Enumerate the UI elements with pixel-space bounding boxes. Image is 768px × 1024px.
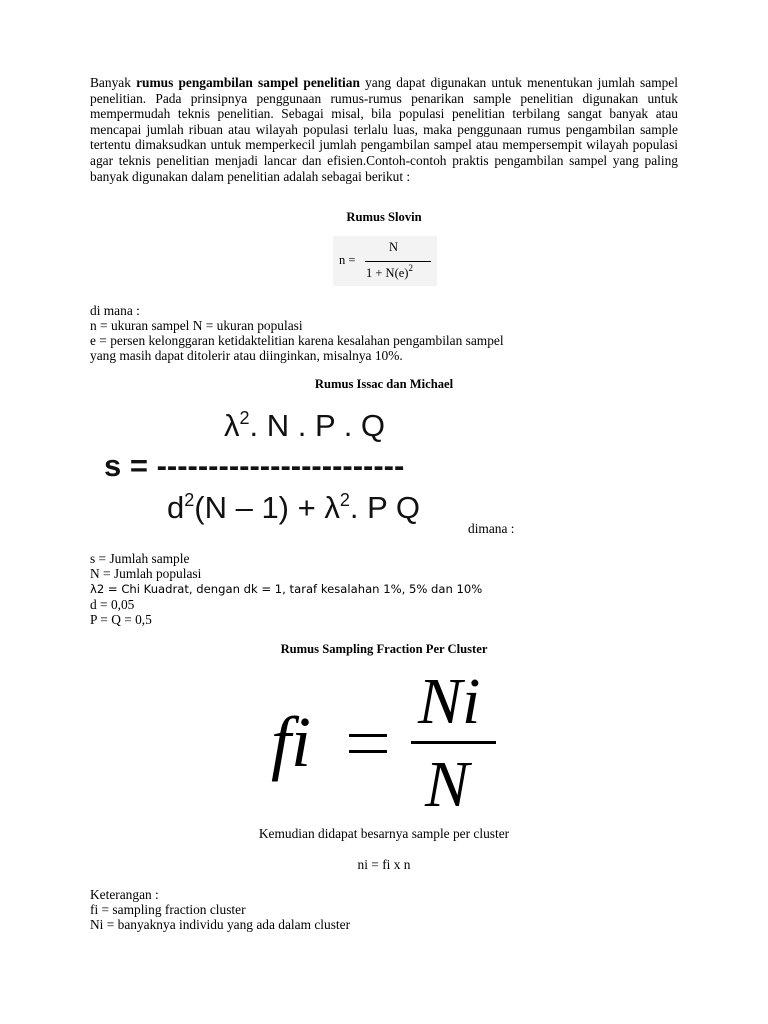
issac-def-2: λ2 = Chi Kuadrat, dengan dk = 1, taraf kesalahan 1%, 5% dan 10% <box>90 582 483 596</box>
slovin-formula <box>333 236 437 286</box>
issac-numerator <box>224 408 385 444</box>
issac-def-1: N = Jumlah populasi <box>90 566 202 581</box>
intro-lead: Banyak <box>90 75 137 90</box>
intro-rest: yang dapat digunakan untuk menentukan jumlah sampel penelitian. Pada prinsipnya penggunaan rumus-rumus penarikan sample penelitian digunakan untuk mempermudah teknis penelitian. Sebagai misal, bila populasi penelitian terbilang sangat banyak atau mencapai jumlah ribuan atau wilayah populasi terlalu luas, maka penggunaan rumus pengambilan sample tertentu dimaksudkan untuk memperkecil jumlah pengambilan sampel atau mempersempit wilayah populasi agar teknis penelitian menjadi lancar dan efisien.Contoh-contoh praktis pengambilan sampel yang paling banyak digunakan dalam penelitian adalah sebagai berikut : <box>90 75 678 184</box>
issac-dimana: dimana : <box>468 521 515 536</box>
sampling-def-1: fi = sampling fraction cluster <box>90 902 246 917</box>
heading-sampling-fraction: Rumus Sampling Fraction Per Cluster <box>280 642 488 656</box>
slovin-fraction-bar <box>365 261 431 262</box>
slovin-denominator: 1 + N(e) <box>366 266 409 280</box>
slovin-def-2: e = persen kelonggaran ketidaktelitian karena kesalahan pengambilan sampel <box>90 333 504 348</box>
sampling-def-0: Keterangan : <box>90 887 159 902</box>
intro-paragraph <box>90 75 678 184</box>
sf-lhs: fi <box>271 702 312 782</box>
issac-denominator <box>167 490 420 526</box>
issac-lhs-fraction-line: s = ------------------------ <box>104 448 405 483</box>
heading-slovin: Rumus Slovin <box>346 210 422 224</box>
slovin-denominator-wrap <box>366 263 413 281</box>
slovin-lhs: n = <box>339 253 356 267</box>
issac-def-3: d = 0,05 <box>90 597 135 612</box>
issac-den-d-sup: 2 <box>184 490 195 510</box>
sf-denominator: N <box>425 748 470 821</box>
sampling-caption: Kemudian didapat besarnya sample per cluster <box>258 826 510 841</box>
issac-def-4: P = Q = 0,5 <box>90 612 152 627</box>
sampling-def-2: Ni = banyaknya individu yang ada dalam cluster <box>90 917 351 932</box>
issac-def-0: s = Jumlah sample <box>90 551 190 566</box>
sf-equals-top <box>349 734 387 737</box>
slovin-exponent: 2 <box>408 263 413 273</box>
issac-den-lambda-sup: 2 <box>339 490 350 510</box>
issac-den-d: d <box>167 490 185 525</box>
slovin-def-1: n = ukuran sampel N = ukuran populasi <box>90 318 303 333</box>
sf-numerator: Ni <box>418 665 481 738</box>
sf-fraction-bar <box>411 741 496 744</box>
intro-bold-link: rumus pengambilan sampel penelitian <box>136 75 360 90</box>
heading-issac-michael: Rumus Issac dan Michael <box>314 377 454 391</box>
issac-den-end: . P Q <box>349 490 420 525</box>
issac-numerator-rest: . N . P . Q <box>249 408 386 443</box>
issac-lambda: λ <box>224 408 240 443</box>
slovin-def-0: di mana : <box>90 303 140 318</box>
slovin-numerator: N <box>389 240 399 254</box>
slovin-def-3: yang masih dapat ditolerir atau diinginkan, misalnya 10%. <box>90 348 403 363</box>
issac-lambda-sup: 2 <box>239 408 250 428</box>
sampling-formula-2: ni = fi x n <box>357 857 411 872</box>
issac-den-mid: (N – 1) + λ <box>194 490 340 525</box>
sf-equals-bottom <box>349 750 387 753</box>
